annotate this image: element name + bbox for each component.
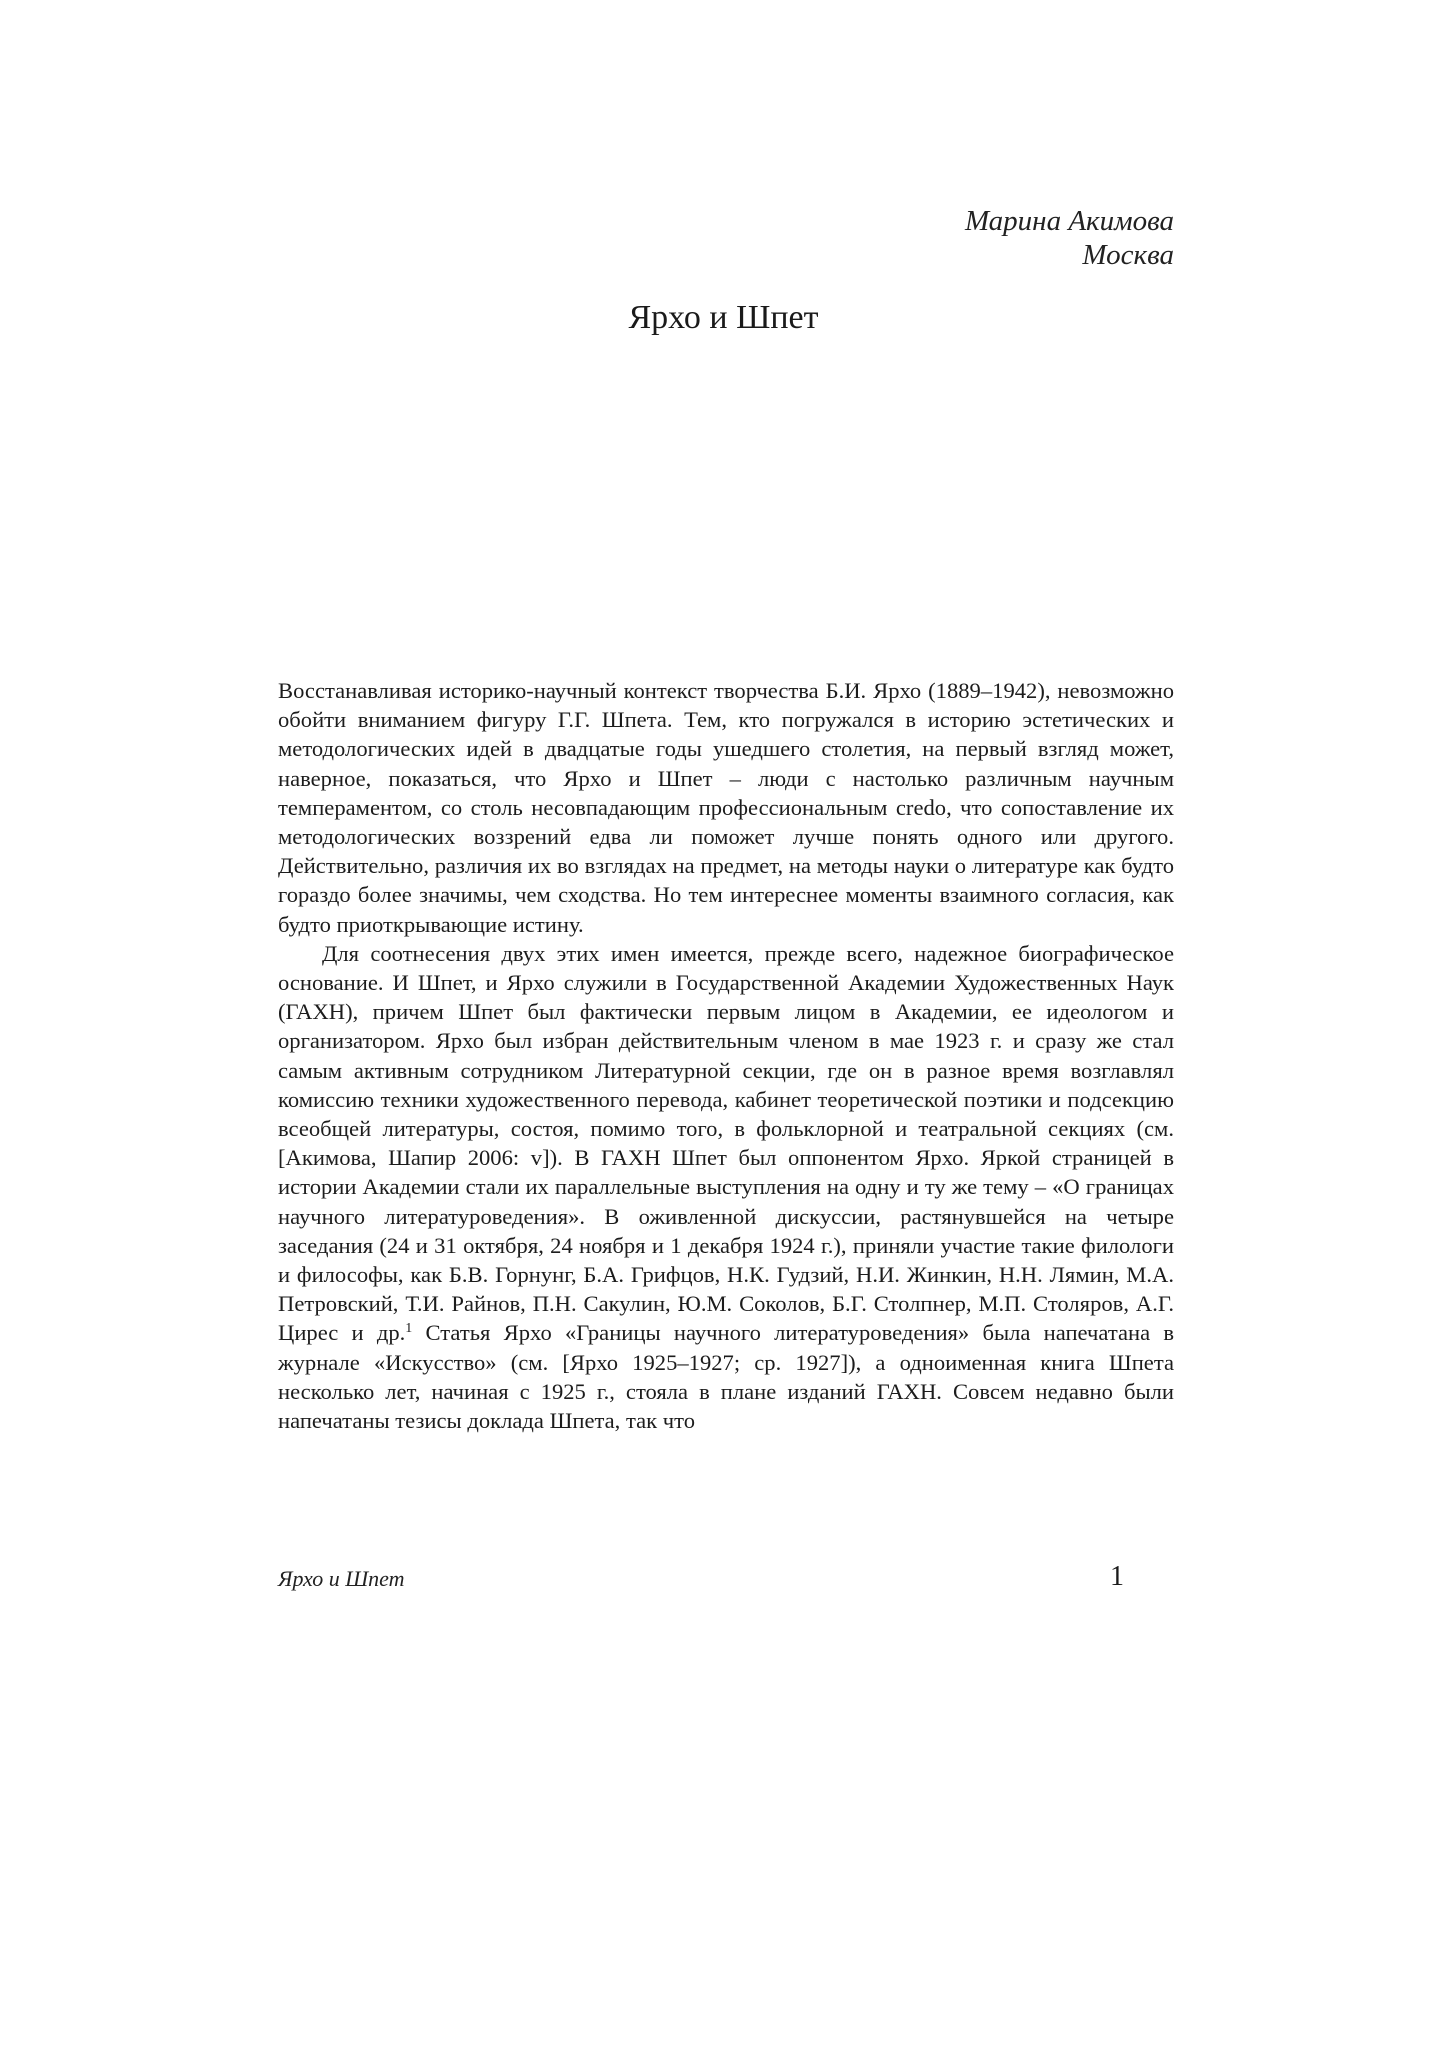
author-city: Москва	[1082, 239, 1174, 271]
paragraph-text: Статья Ярхо «Границы научного литературоведения» была напечатана в журнале «Искусство» (см. [Ярхо 1925–1927; ср. 1927]), а одноименная книга Шпета несколько лет, начиная с 1925 г., стояла в плане изданий ГАХН. Совсем недавно были напечатаны тезисы доклада Шпета, так что	[278, 1320, 1174, 1434]
running-title: Ярхо и Шпет	[278, 1566, 405, 1591]
paragraph-text: Для соотнесения двух этих имен имеется, прежде всего, надежное биографическое основание. И Шпет, и Ярхо служили в Государственной Академии Художественных Наук (ГАХН), причем Шпет был фактически первым лицом в Академии, ее идеологом и организатором. Ярхо был избран действительным членом в мае 1923 г. и сразу же стал самым активным сотрудником Литературной секции, где он в разное время возглавлял комиссию техники художественного перевода, кабинет теоретической поэтики и подсекцию всеобщей литературы, состоя, помимо того, в фольклорной и театральной секциях (см. [Акимова, Шапир 2006: v]). В ГАХН Шпет был оппонентом Ярхо. Яркой страницей в истории Академии стали их параллельные выступления на одну и ту же тему – «О границах научного литературоведения». В оживленной дискуссии, растянувшейся на четыре заседания (24 и 31 октября, 24 ноября и 1 декабря 1924 г.), приняли участие такие филологи и философы, как Б.В. Горнунг, Б.А. Грифцов, Н.К. Гудзий, Н.И. Жинкин, Н.Н. Лямин, М.А. Петровский, Т.И. Райнов, П.Н. Сакулин, Ю.М. Соколов, Б.Г. Столпнер, М.П. Столяров, А.Г. Цирес и др.	[278, 940, 1174, 1346]
paragraph	[278, 939, 1174, 1435]
paragraph: Восстанавливая историко-научный контекст творчества Б.И. Ярхо (1889–1942), невозможно обойти вниманием фигуру Г.Г. Шпета. Тем, кто погружался в историю эстетических и методологических идей в двадцатые годы ушедшего столетия, на первый взгляд может, наверное, показаться, что Ярхо и Шпет – люди с настолько различным научным темпераментом, со столь несовпадающим профессиональным credo, что сопоставление их методологических воззрений едва ли поможет лучше понять одного или другого. Действительно, различия их во взглядах на предмет, на методы науки о литературе как будто гораздо более значимы, чем сходства. Но тем интереснее моменты взаимного согласия, как будто приоткрывающие истину.	[278, 678, 1174, 937]
article-body	[278, 676, 1174, 1435]
footnote-marker[interactable]: 1	[405, 1321, 413, 1337]
author-name: Марина Акимова	[964, 205, 1174, 237]
author-block	[965, 204, 1174, 272]
article-title: Ярхо и Шпет	[628, 299, 819, 336]
page-number: 1	[1110, 1561, 1124, 1592]
